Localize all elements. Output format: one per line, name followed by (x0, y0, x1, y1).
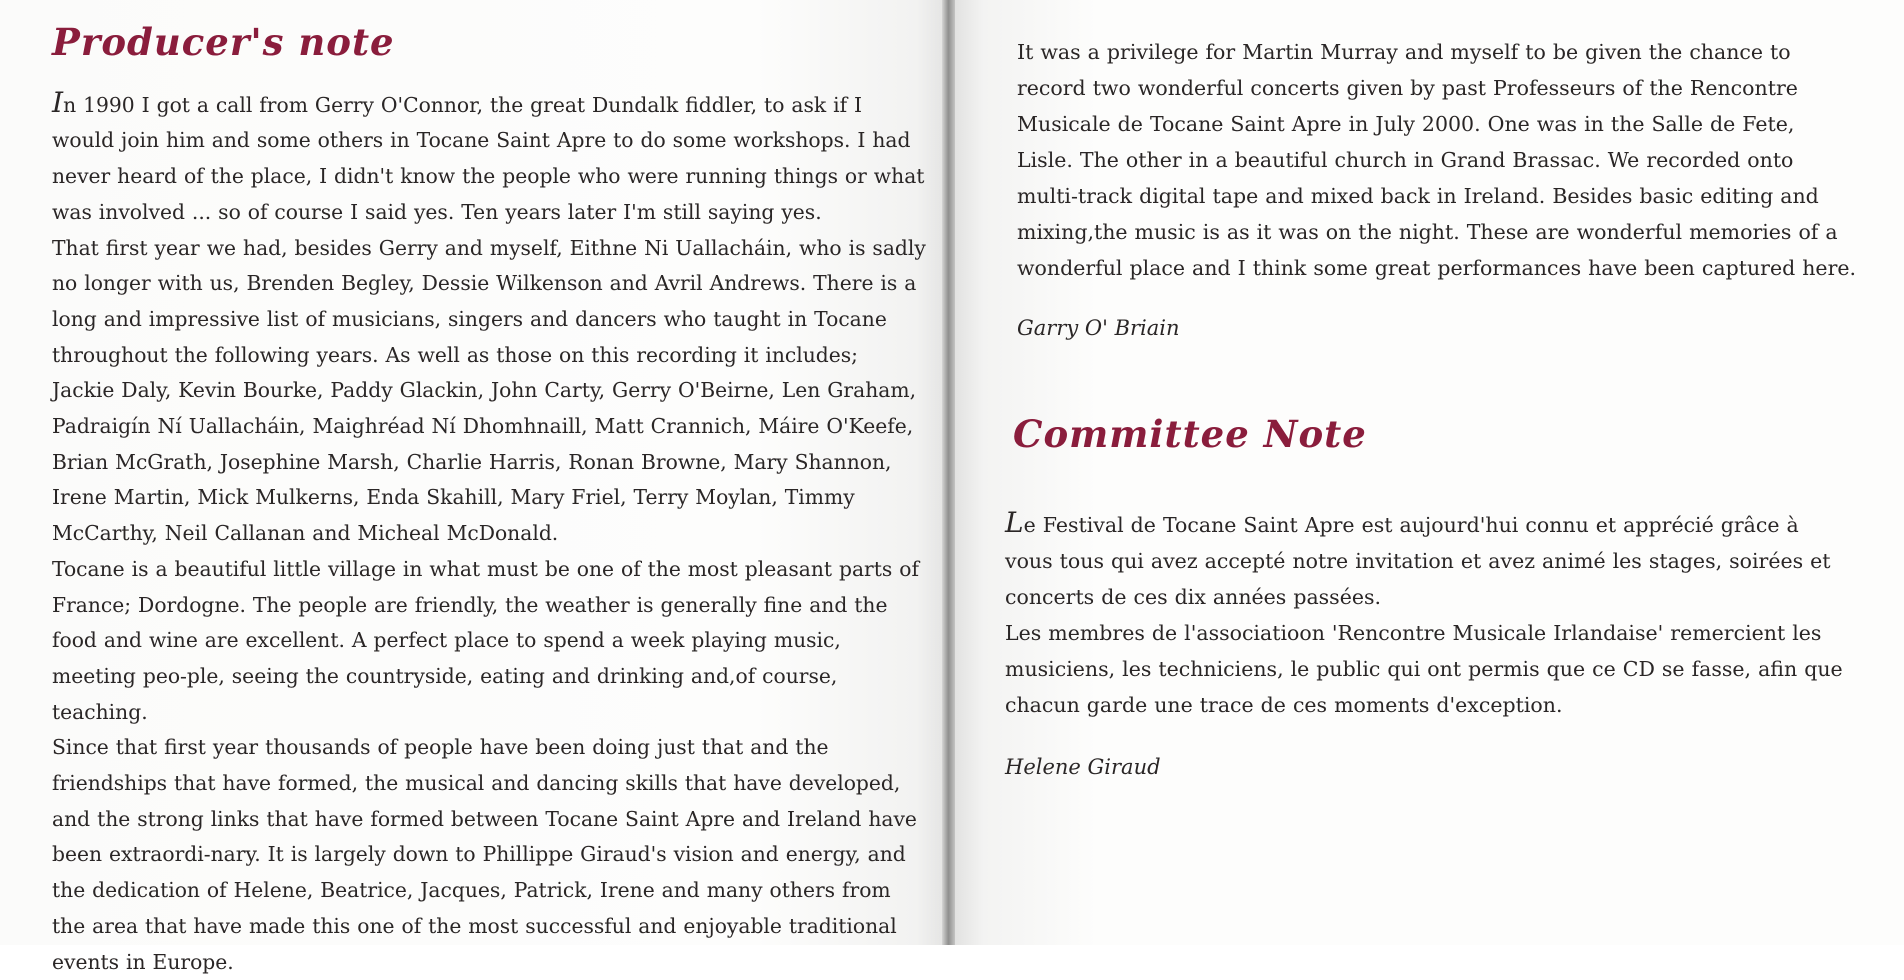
committee-note-paragraph-text: e Festival de Tocane Saint Apre est aujourd'hui connu et apprécié grâce à vous tous qui avez accepté notre invitation et avez animé les stages, soirées et concerts de ces dix années passées. (1005, 512, 1831, 609)
right-page (955, 0, 1904, 945)
left-page (0, 0, 945, 974)
committee-note-heading: Committee Note (1013, 412, 1367, 456)
committee-note-body (1005, 505, 1845, 723)
committee-note-signature: Helene Giraud (1005, 754, 1161, 779)
drop-cap: L (1005, 505, 1024, 539)
recording-note-signature: Garry O' Briain (1017, 316, 1180, 340)
producers-note-paragraph-text: n 1990 I got a call from Gerry O'Connor, the great Dundalk fiddler, to ask if I would join him and some others in Tocane Saint Apre to do some workshops. I had never heard of the place, I didn't know the people who were running things or what was involved ... so of course I said yes. Ten years later I'm still saying yes. (52, 92, 925, 224)
producers-note-body (52, 85, 927, 980)
drop-cap: I (52, 85, 64, 119)
producers-note-paragraph: Tocane is a beautiful little village in what must be one of the most pleasant parts of France; Dordogne. The people are friendly, the weather is generally fine and the food and wine are excellent. A perfect place to spend a week playing music, meeting peo-ple, seeing the countryside, eating and drinking and,of course, teaching. (52, 556, 919, 724)
producers-note-paragraph: That first year we had, besides Gerry and myself, Eithne Ni Uallacháin, who is sadly no longer with us, Brenden Begley, Dessie Wilkenson and Avril Andrews. There is a long and impressive list of musicians, singers and dancers who taught in Tocane throughout the following years. As well as those on this recording it includes; Jackie Daly, Kevin Bourke, Paddy Glackin, John Carty, Gerry O'Beirne, Len Graham, Padraigín Ní Uallacháin, Maighréad Ní Dhomhnaill, Matt Crannich, Máire O'Keefe, Brian McGrath, Josephine Marsh, Charlie Harris, Ronan Browne, Mary Shannon, Irene Martin, Mick Mulkerns, Enda Skahill, Mary Friel, Terry Moylan, Timmy McCarthy, Neil Callanan and Micheal McDonald. (52, 235, 926, 546)
producers-note-heading: Producer's note (52, 20, 395, 64)
recording-note-body (1017, 34, 1857, 286)
committee-note-paragraph (1005, 505, 1845, 615)
producers-note-paragraph: Since that first year thousands of people have been doing just that and the friendships that have formed, the musical and dancing skills that have developed, and the strong links that have formed between Tocane Saint Apre and Ireland have been extraordi-nary. It is largely down to Phillippe Giraud's vision and energy, and the dedication of Helene, Beatrice, Jacques, Patrick, Irene and many others from the area that have made this one of the most successful and enjoyable traditional events in Europe. (52, 735, 917, 974)
producers-note-paragraph (52, 85, 927, 231)
committee-note-paragraph: Les membres de l'associatioon 'Rencontre Musicale Irlandaise' remercient les musiciens, les techniciens, le public qui ont permis que ce CD se fasse, afin que chacun garde une trace de ces moments d'exception. (1005, 620, 1843, 717)
recording-note-paragraph: It was a privilege for Martin Murray and myself to be given the chance to record two wonderful concerts given by past Professeurs of the Rencontre Musicale de Tocane Saint Apre in July 2000. One was in the Salle de Fete, Lisle. The other in a beautiful church in Grand Brassac. We recorded onto multi-track digital tape and mixed back in Ireland. Besides basic editing and mixing,the music is as it was on the night. These are wonderful memories of a wonderful place and I think some great performances have been captured here. (1017, 40, 1857, 280)
